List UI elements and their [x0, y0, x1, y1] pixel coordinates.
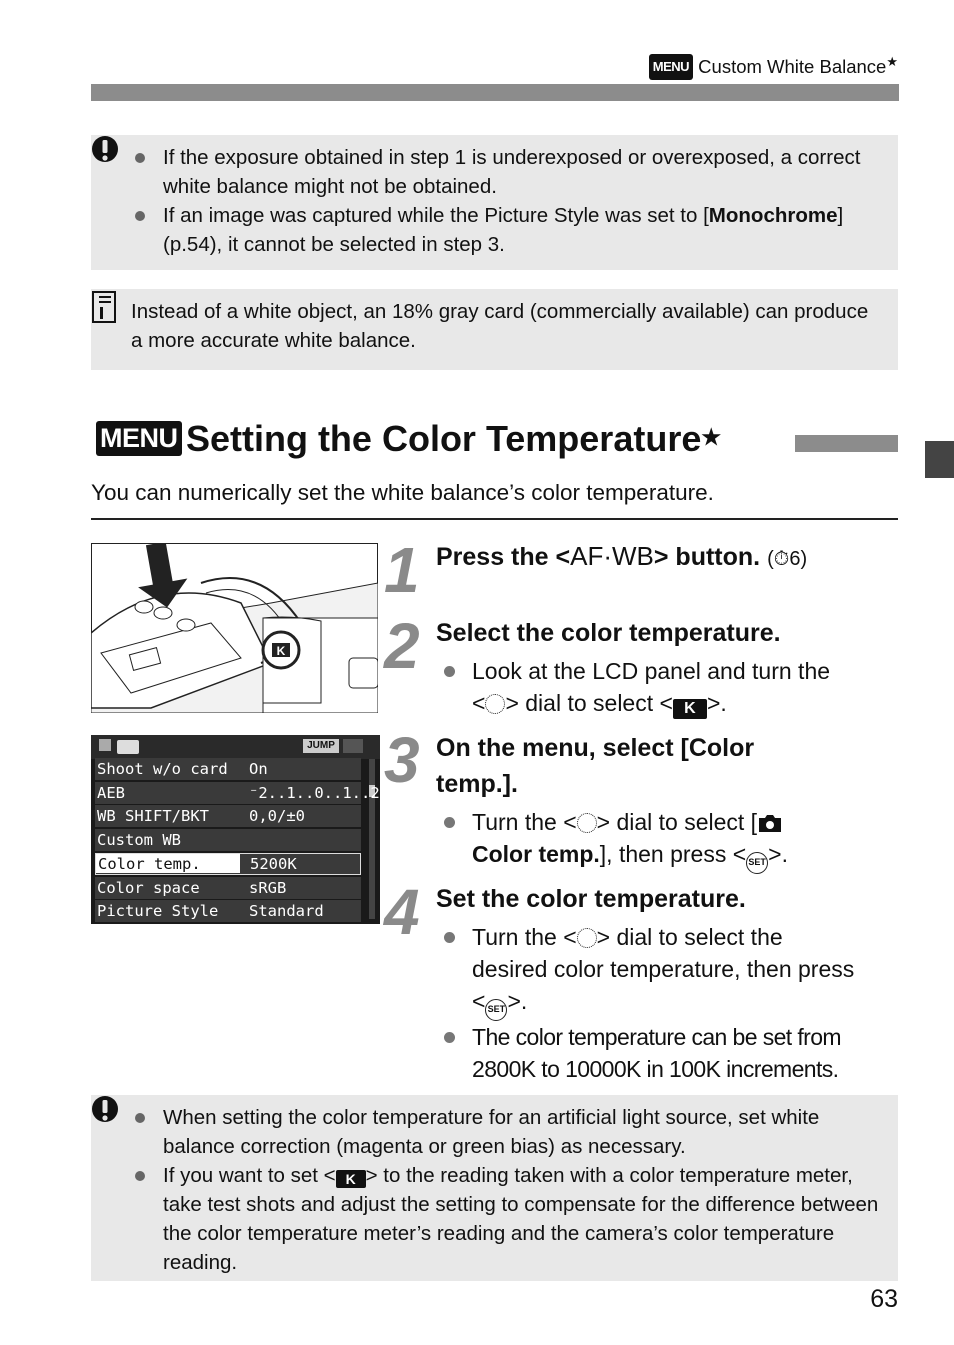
lcd-row: Shoot w/o card On — [95, 758, 361, 780]
step-3-title: On the menu, select [Color temp.]. — [436, 734, 755, 798]
caution-icon — [91, 135, 119, 165]
step-number: 2 — [384, 610, 420, 682]
camera-tab-icon-active — [117, 740, 139, 754]
lcd-row-selected: Color temp. 5200K — [95, 853, 361, 875]
main-dial-icon — [577, 813, 597, 833]
step-2-title: Select the color temperature. — [436, 619, 781, 647]
jump-label: JUMP — [303, 739, 339, 753]
memo-box — [91, 289, 898, 370]
caution-box — [91, 135, 898, 270]
k-icon: K — [276, 644, 286, 658]
step-number: 3 — [384, 724, 420, 796]
star-icon: ★ — [886, 54, 898, 69]
lcd-row: Color space sRGB — [95, 877, 361, 899]
thumb-tab — [925, 441, 954, 478]
intro-rule — [91, 518, 898, 520]
camera-icon — [757, 813, 783, 833]
timer-icon: (⏱6) — [767, 548, 808, 570]
running-header — [649, 50, 898, 80]
header-rule — [91, 84, 899, 101]
menu-badge: MENU — [649, 54, 693, 80]
camera-illustration — [91, 543, 378, 713]
step-4-body: Turn the < > dial to select the desired color temperature, then press < SET>. The color temperature can be set from 2800K to 10000K in 100K increments. — [444, 921, 896, 1085]
lcd-row: AEB ⁻2..1..0..1..2⁺ — [97, 784, 389, 802]
section-heading: Setting the Color Temperature — [185, 418, 702, 459]
step-4-title: Set the color temperature. — [436, 885, 746, 913]
lcd-row: WB SHIFT/BKT 0,0/±0 — [95, 805, 361, 827]
caution-bullet: If you want to set < K > to the reading taken with a color temperature meter, take test shots and adjust the setting to compensate for the difference between the color temperature meter’s reading and the camera’s color temperature reading. — [135, 1161, 880, 1277]
section-title — [96, 418, 721, 462]
camera-lcd-menu — [91, 735, 389, 924]
lcd-row: Picture Style Standard — [95, 900, 361, 922]
memo-icon — [91, 291, 117, 323]
set-button-icon: SET — [485, 999, 507, 1021]
af-wb-icon: AF·WB — [570, 541, 654, 571]
intro-text: You can numerically set the white balance’s color temperature. — [91, 480, 714, 505]
step-number: 1 — [384, 534, 420, 606]
menu-badge: MENU — [96, 421, 182, 456]
camera-tab-icon — [99, 739, 111, 751]
star-icon: ★ — [701, 424, 722, 450]
section-bar — [795, 435, 898, 452]
set-button-icon: SET — [746, 852, 768, 874]
lcd-row: Custom WB — [95, 829, 361, 851]
step-1-title: Press the <AF·WB> button. (⏱6) — [436, 541, 808, 571]
step-number: 4 — [384, 876, 420, 948]
play-tab-icon — [343, 739, 363, 753]
main-dial-icon — [577, 928, 597, 948]
memo-text: Instead of a white object, an 18% gray card (commercially available) can produce a more accurate white balance. — [131, 300, 869, 352]
main-dial-icon — [485, 694, 505, 714]
k-icon: K — [673, 699, 707, 719]
caution-bullet: If an image was captured while the Picture Style was set to [Monochrome] (p.54), it cannot be selected in step 3. — [135, 201, 875, 259]
page-number: 63 — [870, 1285, 898, 1313]
step-3-body: Turn the < > dial to select [ Color temp.], then press < SET>. — [444, 806, 896, 874]
k-icon: K — [336, 1170, 366, 1188]
caution-box — [91, 1095, 898, 1281]
header-title: Custom White Balance — [698, 56, 887, 78]
caution-bullet: If the exposure obtained in step 1 is underexposed or overexposed, a correct white balance might not be obtained. — [135, 143, 875, 201]
caution-icon — [91, 1095, 119, 1125]
caution-bullet: When setting the color temperature for an artificial light source, set white balance correction (magenta or green bias) as necessary. — [135, 1103, 880, 1161]
step-2-body: Look at the LCD panel and turn the < > dial to select < K >. — [444, 655, 896, 719]
